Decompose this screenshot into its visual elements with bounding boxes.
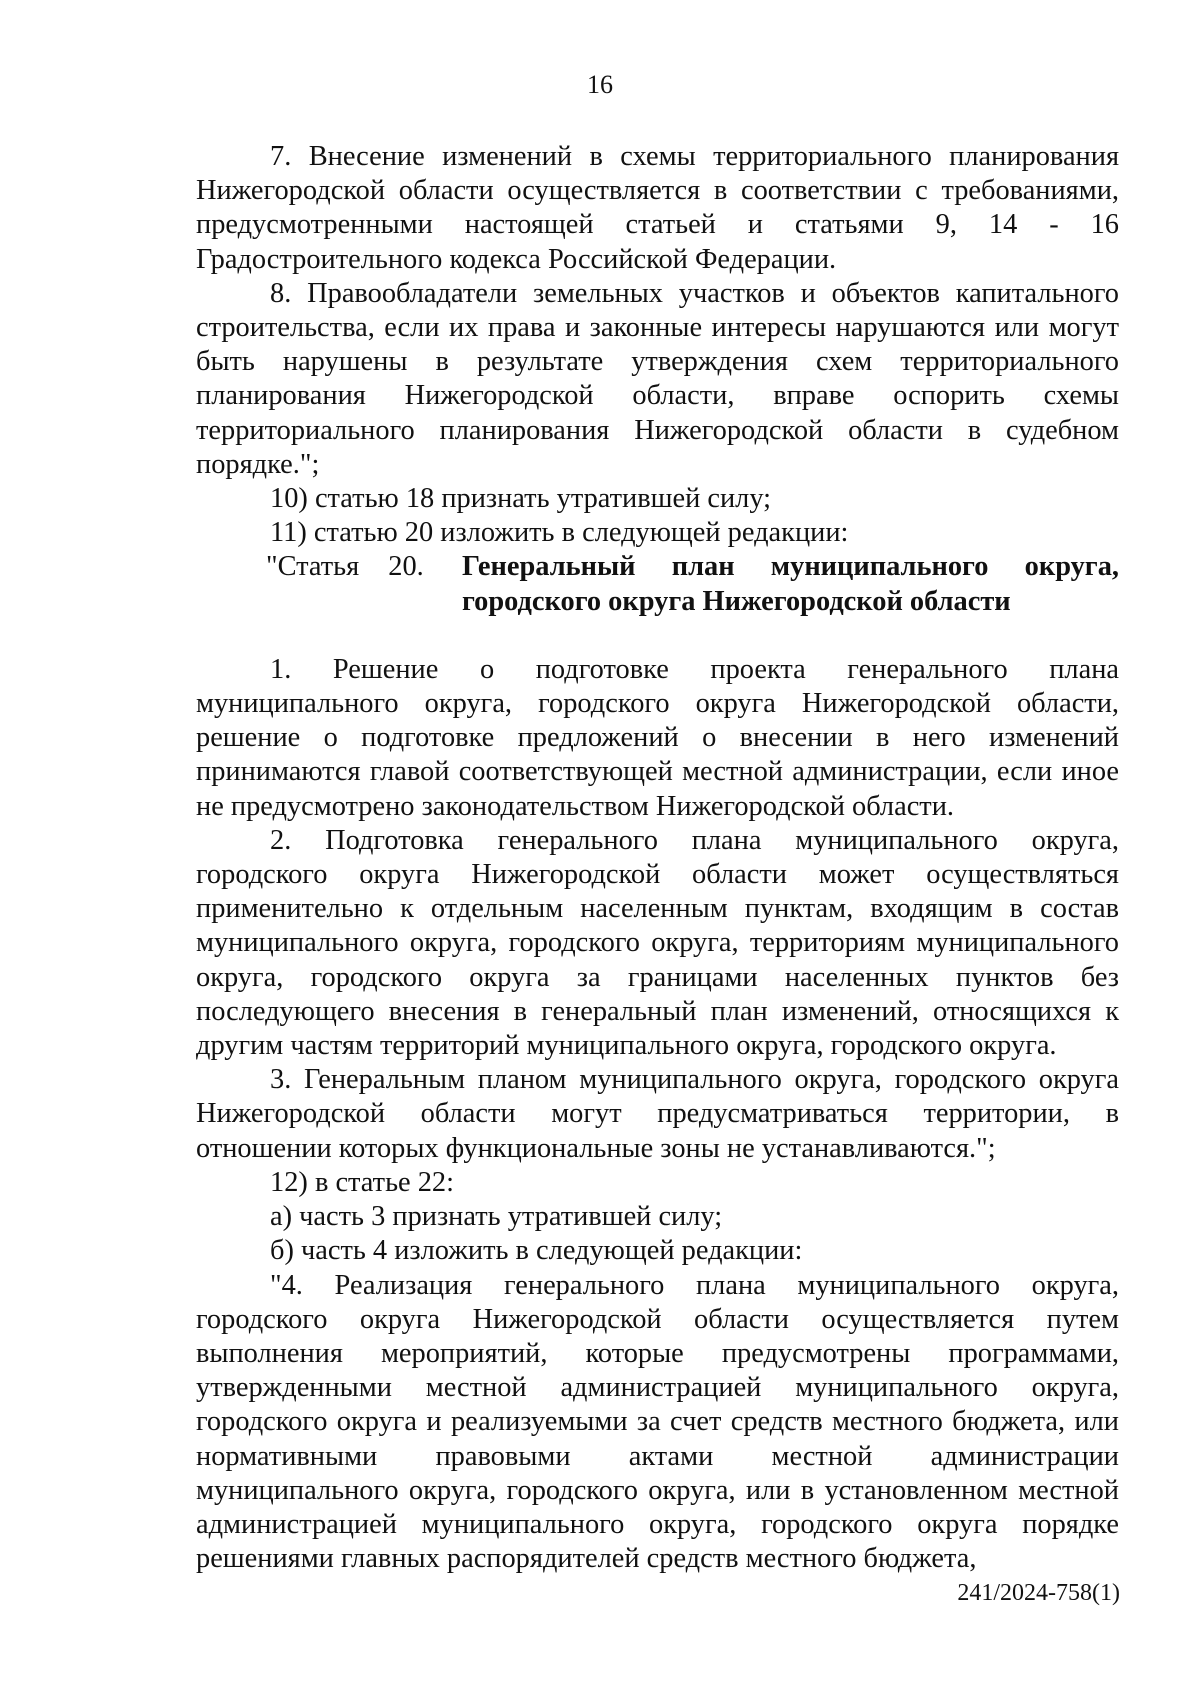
article-label: "Статья 20. bbox=[266, 551, 424, 583]
subitem-a: а) часть 3 признать утратившей силу; bbox=[270, 1201, 723, 1233]
article-paragraph-2: 2. Подготовка генерального плана муниципального округа, городского округа Нижегородской области может осуществляться применительно к отдельным населенным пунктам, входящим в состав муниципального округа, городского округа, территориям муниципального округа, городского округа за границами населенных пунктов без последующего внесения в генеральный план изменений, относящихся к другим частям территорий муниципального округа, городского округа. bbox=[196, 824, 1119, 1062]
article-title: Генеральный план муниципального округа, городского округа Нижегородской области bbox=[462, 551, 1119, 617]
article-paragraph-3: 3. Генеральным планом муниципального округа, городского округа Нижегородской области могут предусматриваться территории, в отношении которых функциональные зоны не устанавливаются."; bbox=[196, 1064, 1119, 1164]
part-4-text: "4. Реализация генерального плана муниципального округа, городского округа Нижегородской области осуществляется путем выполнения мероприятий, которые предусмотрены программами, утвержденными местной администрацией муниципального округа, городского округа и реализуемыми за счет средств местного бюджета, или нормативными правовыми актами местной администрации муниципального округа, городского округа, или в установленном местной администрацией муниципального округа, городского округа порядке решениями главных распорядителей средств местного бюджета, bbox=[196, 1269, 1119, 1575]
paragraph-8: 8. Правообладатели земельных участков и объектов капитального строительства, если их права и законные интересы нарушаются или могут быть нарушены в результате утверждения схем территориального планирования Нижегородской области, вправе оспорить схемы территориального планирования Нижегородской области в судебном порядке."; bbox=[196, 277, 1119, 480]
item-11: 11) статью 20 изложить в следующей редакции: bbox=[270, 517, 849, 549]
document-body bbox=[196, 140, 1119, 1576]
spacer bbox=[196, 619, 1119, 653]
item-12: 12) в статье 22: bbox=[270, 1166, 454, 1198]
paragraph-7: 7. Внесение изменений в схемы территориального планирования Нижегородской области осуществляется в соответствии с требованиями, предусмотренными настоящей статьей и статьями 9, 14 - 16 Градостроительного кодекса Российской Федерации. bbox=[196, 141, 1119, 275]
document-code: 241/2024-758(1) bbox=[957, 1580, 1120, 1606]
article-paragraph-1: 1. Решение о подготовке проекта генерального плана муниципального округа, городского округа Нижегородской области, решение о подготовке предложений о внесении в него изменений принимаются главой соответствующей местной администрации, если иное не предусмотрено законодательством Нижегородской области. bbox=[196, 653, 1119, 822]
page-number: 16 bbox=[587, 70, 613, 99]
article-heading bbox=[196, 550, 1119, 618]
subitem-b: б) часть 4 изложить в следующей редакции: bbox=[270, 1235, 803, 1267]
item-10: 10) статью 18 признать утратившей силу; bbox=[270, 483, 772, 515]
